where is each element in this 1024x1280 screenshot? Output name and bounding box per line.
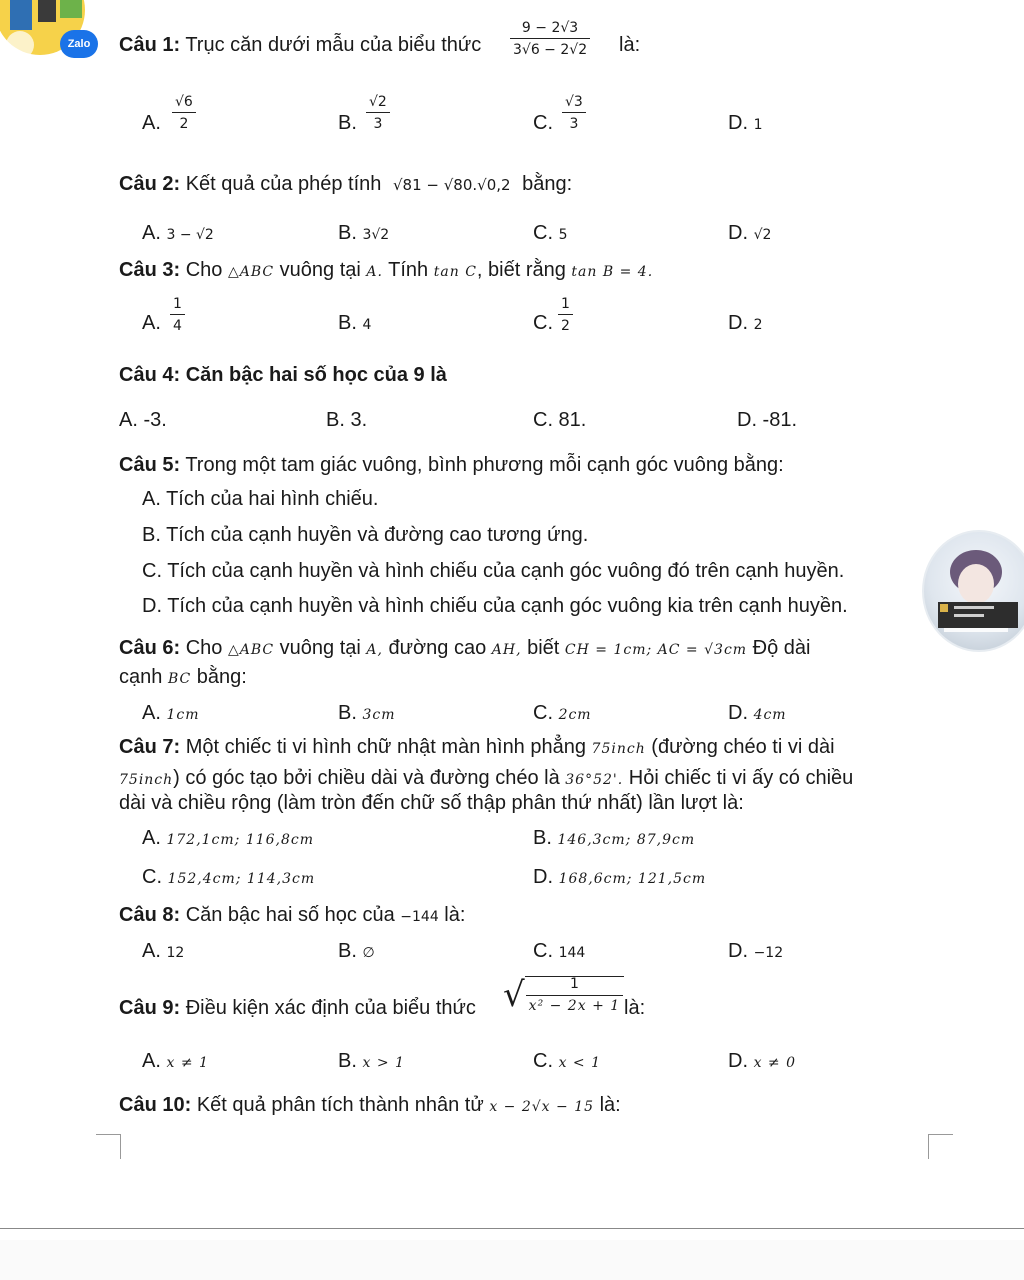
q9-suffix: là: <box>624 997 646 1019</box>
q8-line <box>119 904 465 927</box>
q8-label: Câu 8: <box>119 904 181 926</box>
q6-label: Câu 6: <box>119 637 181 659</box>
q2-b-value: 3√2 <box>362 227 390 243</box>
q6-line2-b: bằng: <box>196 666 247 688</box>
q2-a-value: 3 − √2 <box>166 227 214 243</box>
q3-d-value: 2 <box>753 317 763 333</box>
q1-d-value: 1 <box>753 117 763 133</box>
q7-d-value: 168,6cm; 121,5cm <box>558 871 707 887</box>
q7-b-label: B. <box>533 827 552 849</box>
q7-b-value: 146,3cm; 87,9cm <box>557 832 696 848</box>
q1-suffix: là: <box>619 34 641 56</box>
q5-option-a[interactable]: A. Tích của hai hình chiếu. <box>142 488 379 510</box>
q3-tanc: tan C <box>433 264 477 280</box>
q5-label: Câu 5: <box>119 454 181 476</box>
q4-option-b[interactable]: B. 3. <box>326 409 368 431</box>
q1-option-d[interactable] <box>728 112 762 135</box>
q8-a-label: A. <box>142 940 161 962</box>
q2-c-label: C. <box>533 222 553 244</box>
q7-a-value: 172,1cm; 116,8cm <box>166 832 315 848</box>
q1-a-num: √6 <box>172 94 196 113</box>
q1-b-den: 3 <box>373 116 383 132</box>
q9-d-value: x ≠ 0 <box>753 1055 796 1071</box>
q7-option-d[interactable] <box>533 866 706 889</box>
q7-line-2 <box>119 767 853 790</box>
q8-c-value: 144 <box>558 945 586 961</box>
q8-option-c[interactable] <box>533 940 585 963</box>
q1-d-label: D. <box>728 112 748 134</box>
q2-c-value: 5 <box>558 227 568 243</box>
q1-option-b[interactable] <box>338 112 357 135</box>
q9-option-a[interactable] <box>142 1050 209 1073</box>
q7-a-label: A. <box>142 827 161 849</box>
q8-d-value: −12 <box>753 945 784 961</box>
q3-c-label: C. <box>533 312 553 334</box>
q4-line <box>119 364 447 387</box>
q1-a-label: A. <box>142 112 161 134</box>
q8-b-label: B. <box>338 940 357 962</box>
q10-label: Câu 10: <box>119 1094 192 1116</box>
q3-given: tan B = 4. <box>571 264 654 280</box>
q7-c-value: 152,4cm; 114,3cm <box>167 871 316 887</box>
q4-label: Câu 4: <box>119 364 181 386</box>
q6-c-value: 2cm <box>558 707 592 723</box>
q7-d-label: D. <box>533 866 553 888</box>
q3-option-c-value <box>558 296 573 334</box>
q3-a-num: 1 <box>170 296 185 315</box>
q7-c-label: C. <box>142 866 162 888</box>
q2-line <box>119 173 572 196</box>
q9-den: x² − 2x + 1 <box>528 997 621 1014</box>
sqrt-sign-icon: √ <box>503 975 525 1015</box>
q7-inch-1: 75inch <box>591 741 646 757</box>
q1-expr-num: 9 − 2√3 <box>510 20 590 39</box>
q2-option-b[interactable] <box>338 222 389 245</box>
q9-line <box>119 997 476 1020</box>
q6-d-label: D. <box>728 702 748 724</box>
q6-option-d[interactable] <box>728 702 787 725</box>
q8-suffix: là: <box>444 904 466 926</box>
q6-a-value: 1cm <box>166 707 200 723</box>
q5-option-c[interactable]: C. Tích của cạnh huyền và hình chiếu của cạnh góc vuông đó trên cạnh huyền. <box>142 560 845 582</box>
q1-expression <box>510 20 590 58</box>
q9-expression <box>503 975 624 1015</box>
q4-text: Căn bậc hai số học của 9 là <box>185 364 447 386</box>
q1-line <box>119 34 481 57</box>
q9-a-value: x ≠ 1 <box>166 1055 209 1071</box>
q8-c-label: C. <box>533 940 553 962</box>
q8-a-value: 12 <box>166 945 185 961</box>
zalo-logo: Zalo <box>60 30 98 58</box>
q2-d-value: √2 <box>753 227 772 243</box>
q1-b-num: √2 <box>366 94 390 113</box>
q7-option-a[interactable] <box>142 827 314 850</box>
q7-angle: 36°52'. <box>565 772 624 788</box>
q6-option-b[interactable] <box>338 702 396 725</box>
q6-line-2 <box>119 666 247 689</box>
q5-option-d[interactable]: D. Tích của cạnh huyền và hình chiếu của cạnh góc vuông kia trên cạnh huyền. <box>142 595 848 617</box>
q7-text-1: Một chiếc ti vi hình chữ nhật màn hình phẳng <box>185 736 586 758</box>
q1-c-num: √3 <box>562 94 586 113</box>
q6-bc: BC <box>167 671 192 687</box>
q2-d-label: D. <box>728 222 748 244</box>
q6-d-value: 4cm <box>753 707 787 723</box>
q6-b-label: B. <box>338 702 357 724</box>
chat-head-avatar[interactable] <box>922 530 1024 652</box>
anime-avatar-icon <box>924 532 1024 650</box>
q9-b-label: B. <box>338 1050 357 1072</box>
q8-b-value: ∅ <box>362 945 375 961</box>
q6-ah: AH, <box>491 642 522 658</box>
q10-text: Kết quả phân tích thành nhân tử <box>196 1094 484 1116</box>
q7-text-4: Hỏi chiếc ti vi ấy có chiều <box>628 767 854 789</box>
q8-expression: −144 <box>400 909 439 925</box>
q9-d-label: D. <box>728 1050 748 1072</box>
q3-triangle: △ABC <box>227 264 275 280</box>
q6-option-c[interactable] <box>533 702 592 725</box>
q6-option-a[interactable] <box>142 702 200 725</box>
q9-c-value: x < 1 <box>558 1055 601 1071</box>
q7-option-c[interactable] <box>142 866 315 889</box>
q6-point-a: A, <box>366 642 383 658</box>
q7-option-b[interactable] <box>533 827 695 850</box>
q1-option-a-value <box>172 94 196 132</box>
q10-suffix: là: <box>599 1094 621 1116</box>
page-divider <box>0 1228 1024 1229</box>
q9-b-value: x > 1 <box>362 1055 405 1071</box>
q3-option-a-value <box>170 296 185 334</box>
q7-line-1 <box>119 736 835 759</box>
q3-text-4: , biết rằng <box>476 259 566 281</box>
q1-a-den: 2 <box>179 116 189 132</box>
q6-text-1: Cho <box>185 637 223 659</box>
q4-option-c[interactable]: C. 81. <box>533 409 587 431</box>
q8-option-a[interactable] <box>142 940 184 963</box>
q8-d-label: D. <box>728 940 748 962</box>
q3-c-den: 2 <box>561 318 570 334</box>
q4-option-a[interactable]: A. -3. <box>119 409 167 431</box>
q1-option-b-value <box>366 94 390 132</box>
q3-option-d[interactable] <box>728 312 762 335</box>
q1-b-label: B. <box>338 112 357 134</box>
q1-expr-den: 3√6 − 2√2 <box>513 42 588 58</box>
q3-b-value: 4 <box>362 317 372 333</box>
q9-a-label: A. <box>142 1050 161 1072</box>
q6-b-value: 3cm <box>362 707 396 723</box>
q6-text-3: đường cao <box>388 637 487 659</box>
q2-option-d[interactable] <box>728 222 771 245</box>
q9-option-b[interactable] <box>338 1050 405 1073</box>
q9-label: Câu 9: <box>119 997 181 1019</box>
q5-line <box>119 454 784 477</box>
q7-inch-2: 75inch <box>119 772 174 788</box>
q2-option-a[interactable] <box>142 222 214 245</box>
q3-a-label: A. <box>142 312 161 334</box>
q3-b-label: B. <box>338 312 357 334</box>
q3-line <box>119 259 653 282</box>
q2-option-c[interactable] <box>533 222 567 245</box>
q2-label: Câu 2: <box>119 173 181 195</box>
q8-option-b[interactable] <box>338 940 375 963</box>
q6-line-1 <box>119 637 810 660</box>
q1-label: Câu 1: <box>119 34 181 56</box>
q3-text-3: Tính <box>388 259 429 281</box>
q1-option-c[interactable] <box>533 112 553 135</box>
q9-option-c[interactable] <box>533 1050 601 1073</box>
q6-line2-a: cạnh <box>119 666 163 688</box>
q2-suffix: bằng: <box>522 173 573 195</box>
q1-option-c-value <box>562 94 586 132</box>
q7-label: Câu 7: <box>119 736 181 758</box>
q3-option-a[interactable] <box>142 312 161 335</box>
q9-text: Điều kiện xác định của biểu thức <box>185 997 476 1019</box>
q6-triangle: △ABC <box>227 642 275 658</box>
q3-text-1: Cho <box>185 259 223 281</box>
q3-d-label: D. <box>728 312 748 334</box>
q8-option-d[interactable] <box>728 940 783 963</box>
q6-text-5: Độ dài <box>752 637 811 659</box>
q10-line <box>119 1094 621 1117</box>
q5-text: Trong một tam giác vuông, bình phương mỗi cạnh góc vuông bằng: <box>185 454 784 476</box>
q8-text: Căn bậc hai số học của <box>185 904 395 926</box>
q4-option-d[interactable]: D. -81. <box>737 409 798 431</box>
q2-b-label: B. <box>338 222 357 244</box>
q9-option-d[interactable] <box>728 1050 796 1073</box>
q1-c-label: C. <box>533 112 553 134</box>
footer-area <box>0 1240 1024 1280</box>
q1-text: Trục căn dưới mẫu của biểu thức <box>185 34 482 56</box>
q3-option-c[interactable] <box>533 312 553 335</box>
q5-option-b[interactable]: B. Tích của cạnh huyền và đường cao tương ứng. <box>142 524 589 546</box>
q1-option-a[interactable] <box>142 112 161 135</box>
q1-c-den: 3 <box>569 116 579 132</box>
q7-line-3: dài và chiều rộng (làm tròn đến chữ số thập phân thứ nhất) lần lượt là: <box>119 792 744 814</box>
q6-c-label: C. <box>533 702 553 724</box>
margin-corner-right <box>928 1134 953 1159</box>
q6-text-2: vuông tại <box>279 637 361 659</box>
q6-a-label: A. <box>142 702 161 724</box>
q7-text-2: (đường chéo ti vi dài <box>651 736 835 758</box>
q6-given: CH = 1cm; AC = √3cm <box>564 642 748 658</box>
q9-c-label: C. <box>533 1050 553 1072</box>
q3-label: Câu 3: <box>119 259 181 281</box>
q10-expression: x − 2√x − 15 <box>489 1099 595 1115</box>
q3-option-b[interactable] <box>338 312 371 335</box>
q2-expression: √81 − √80.√0,2 <box>392 176 511 194</box>
q7-text-3: ) có góc tạo bởi chiều dài và đường chéo là <box>173 767 560 789</box>
q3-point-a: A. <box>366 264 383 280</box>
q3-c-num: 1 <box>558 296 573 315</box>
q2-text: Kết quả của phép tính <box>185 173 382 195</box>
q3-text-2: vuông tại <box>279 259 361 281</box>
q9-num: 1 <box>526 977 623 995</box>
q6-text-4: biết <box>527 637 560 659</box>
q2-a-label: A. <box>142 222 161 244</box>
q3-a-den: 4 <box>173 318 182 334</box>
margin-corner-left <box>96 1134 121 1159</box>
